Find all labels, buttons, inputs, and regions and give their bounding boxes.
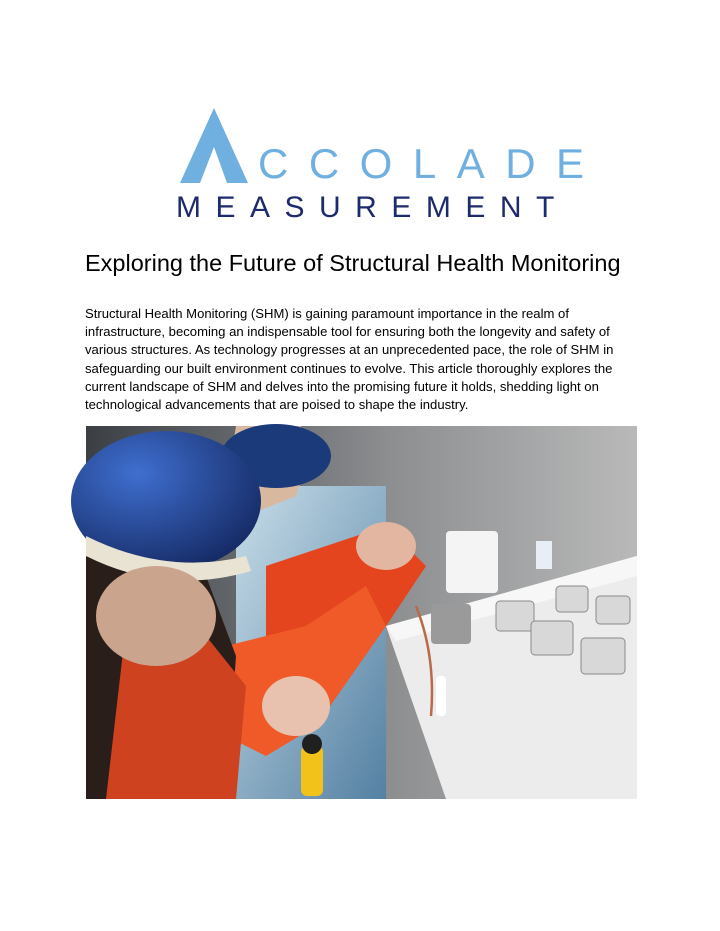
logo-a-triangle-icon (180, 108, 248, 183)
company-logo (170, 105, 605, 230)
logo-line-measurement: MEASUREMENT (176, 191, 569, 224)
logo-line-accolade: CCOLADE (258, 140, 605, 187)
article-intro-paragraph: Structural Health Monitoring (SHM) is gaining paramount importance in the realm of infrastructure, becoming an indispensable tool for ensuring both the longevity and safety of various structures. As technology progresses at an unprecedented pace, the role of SHM in safeguarding our built environment continues to evolve. This article thoroughly explores the current landscape of SHM and delves into the promising future it holds, shedding light on technological advancements that are poised to shape the industry. (85, 306, 614, 413)
article-title: Exploring the Future of Structural Health Monitoring (85, 250, 621, 276)
workers-photo (86, 426, 637, 799)
